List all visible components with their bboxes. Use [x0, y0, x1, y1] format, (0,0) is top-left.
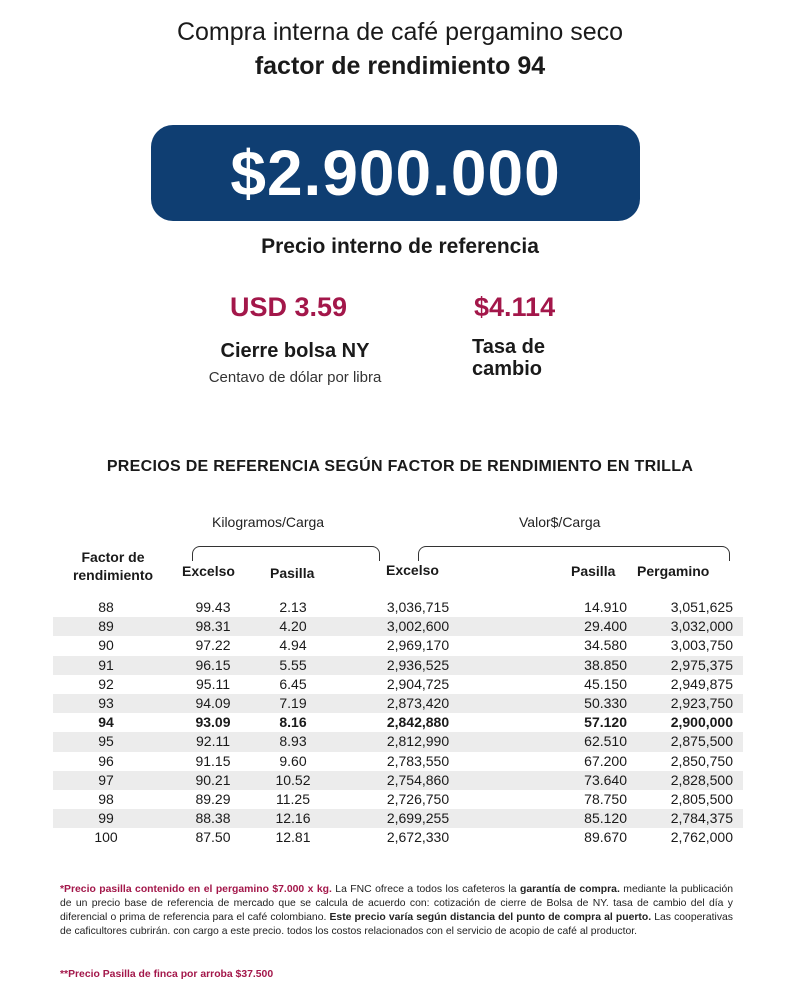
cell-factor: 91: [98, 656, 114, 673]
footnote-guarantee: garantía de compra.: [519, 884, 620, 895]
cell-pergamino-value: 2,762,000: [670, 829, 733, 846]
cell-pasilla-kg: 11.25: [276, 791, 310, 807]
table-row: [53, 656, 743, 675]
cell-pasilla-value: 14.910: [584, 599, 627, 615]
table-row: [53, 675, 743, 694]
group-label-kg: Kilogramos/Carga: [212, 514, 325, 530]
footnote-farm-pasilla: **Precio Pasilla de finca por arroba $37.500: [60, 969, 274, 980]
cell-pasilla-kg: 8.16: [279, 714, 307, 731]
group-label-value: Valor$/Carga: [519, 514, 601, 530]
cell-factor: 90: [98, 637, 114, 654]
cell-excelso-kg: 91.15: [195, 752, 231, 769]
cell-pasilla-value: 45.150: [584, 675, 627, 692]
cell-excelso-kg: 99.43: [195, 599, 231, 615]
cell-factor: 94: [98, 714, 114, 731]
cell-pasilla-value: 67.200: [584, 752, 627, 769]
ny-close-value: USD 3.59: [230, 292, 348, 322]
table-row: [53, 713, 743, 732]
header-pasilla-kg: Pasilla: [270, 565, 315, 581]
cell-excelso-kg: 95.11: [196, 675, 230, 692]
header-pasilla-value: Pasilla: [571, 563, 616, 579]
exchange-rate-value: $4.114: [474, 292, 556, 322]
table-row: [53, 694, 743, 713]
table-row: [53, 771, 743, 790]
cell-factor: 99: [98, 810, 114, 827]
cell-excelso-value: 2,842,880: [386, 714, 450, 731]
cell-excelso-value: 3,002,600: [386, 618, 450, 635]
cell-pergamino-value: 2,805,500: [670, 791, 733, 807]
page-subtitle: factor de rendimiento 94: [254, 52, 546, 80]
cell-pergamino-value: 3,003,750: [670, 637, 733, 654]
cell-pasilla-kg: 12.81: [275, 829, 311, 846]
cell-pasilla-value: 89.670: [584, 829, 627, 846]
cell-excelso-kg: 96.15: [195, 656, 231, 673]
cell-pasilla-kg: 10.52: [275, 771, 311, 788]
cell-pergamino-value: 3,032,000: [670, 618, 733, 635]
footnote-pasilla-price: *Precio pasilla contenido en el pergamino $7.000 x kg.: [60, 884, 332, 895]
cell-excelso-kg: 87.50: [195, 829, 231, 846]
cell-pergamino-value: 2,828,500: [670, 771, 733, 788]
table-title: PRECIOS DE REFERENCIA SEGÚN FACTOR DE RENDIMIENTO EN TRILLA: [106, 458, 694, 475]
header-excelso-value: Excelso: [386, 562, 439, 578]
table-row: [53, 732, 743, 751]
table-row: [53, 752, 743, 771]
cell-pasilla-value: 78.750: [584, 791, 627, 807]
header-pergamino-value: Pergamino: [637, 563, 710, 579]
cell-excelso-kg: 97.22: [195, 637, 231, 654]
cell-factor: 96: [98, 752, 114, 769]
table-row: [53, 598, 743, 617]
page-title: Compra interna de café pergamino seco: [176, 18, 624, 46]
header-excelso-kg: Excelso: [182, 563, 235, 579]
price-box: [151, 125, 640, 221]
table-row: [53, 828, 743, 847]
cell-pasilla-kg: 8.93: [279, 733, 307, 750]
cell-excelso-kg: 88.38: [195, 810, 231, 827]
cell-pasilla-kg: 5.55: [279, 656, 307, 673]
cell-pergamino-value: 2,975,375: [670, 656, 733, 673]
cell-factor: 98: [98, 791, 114, 807]
cell-pergamino-value: 2,784,375: [670, 810, 733, 827]
cell-excelso-value: 2,726,750: [386, 791, 450, 807]
cell-excelso-kg: 98.31: [195, 618, 231, 635]
table-row: [53, 790, 743, 809]
cell-pasilla-value: 57.120: [584, 714, 627, 731]
cell-excelso-kg: 89.29: [195, 791, 231, 807]
cell-excelso-value: 2,873,420: [386, 695, 450, 711]
footnote-text: mediante la publicación de un precio base de referencia de mercado que se calcula de acuerdo con: cotización de cierre de Bolsa de NY. tasa de cambio del día y diferencial o prima de referencia para el café colombiano.: [60, 884, 734, 923]
cell-pergamino-value: 2,949,875: [670, 675, 733, 692]
table-row: [53, 809, 743, 828]
cell-factor: 93: [98, 695, 114, 711]
cell-excelso-kg: 92.11: [196, 733, 230, 750]
cell-pergamino-value: 2,923,750: [670, 695, 733, 711]
header-factor: Factor de rendimiento: [72, 549, 154, 583]
cell-pergamino-value: 3,051,625: [670, 599, 733, 615]
cell-factor: 88: [98, 599, 114, 615]
table-row: [53, 636, 743, 655]
cell-pasilla-kg: 7.19: [279, 695, 307, 711]
cell-factor: 89: [98, 618, 114, 635]
cell-pasilla-kg: 4.94: [279, 637, 307, 654]
cell-pasilla-kg: 6.45: [279, 675, 307, 692]
cell-factor: 100: [94, 829, 118, 846]
cell-pasilla-value: 50.330: [584, 695, 627, 711]
cell-pasilla-value: 73.640: [584, 771, 627, 788]
cell-factor: 97: [98, 771, 114, 788]
cell-factor: 95: [98, 733, 114, 750]
cell-excelso-value: 2,904,725: [386, 675, 450, 692]
cell-excelso-kg: 90.21: [195, 771, 231, 788]
cell-pergamino-value: 2,900,000: [670, 714, 733, 731]
table-row: [53, 617, 743, 636]
cell-excelso-value: 2,969,170: [386, 637, 450, 654]
footnote-distance: Este precio varía según distancia del punto de compra al puerto.: [329, 912, 652, 923]
brace-kg: [192, 546, 380, 561]
cell-pasilla-kg: 2.13: [279, 599, 307, 615]
cell-excelso-value: 2,812,990: [386, 733, 450, 750]
cell-excelso-value: 2,672,330: [386, 829, 450, 846]
cell-pasilla-kg: 4.20: [279, 618, 307, 635]
cell-pergamino-value: 2,850,750: [670, 752, 733, 769]
cell-excelso-value: 2,754,860: [386, 771, 450, 788]
cell-excelso-kg: 94.09: [195, 695, 231, 711]
brace-value: [418, 546, 730, 561]
footnote-main: [60, 883, 733, 939]
cell-pergamino-value: 2,875,500: [670, 733, 733, 750]
cell-pasilla-value: 34.580: [584, 637, 627, 654]
cell-pasilla-value: 38.850: [584, 656, 627, 673]
footnote-text: La FNC ofrece a todos los cafeteros la: [331, 884, 520, 895]
ny-close-label: Cierre bolsa NY: [220, 340, 370, 362]
cell-pasilla-kg: 9.60: [279, 752, 307, 769]
reference-price-value: $2.900.000: [230, 137, 561, 209]
cell-pasilla-value: 62.510: [584, 733, 627, 750]
cell-excelso-kg: 93.09: [195, 714, 231, 731]
cell-pasilla-value: 85.120: [584, 810, 627, 827]
cell-factor: 92: [98, 675, 114, 692]
cell-excelso-value: 2,936,525: [386, 656, 450, 673]
cell-pasilla-value: 29.400: [584, 618, 627, 635]
reference-price-label: Precio interno de referencia: [261, 235, 539, 258]
cell-excelso-value: 3,036,715: [386, 599, 450, 615]
ny-close-unit: Centavo de dólar por libra: [208, 369, 382, 386]
cell-pasilla-kg: 12.16: [275, 810, 311, 827]
footnote-text: Las cooperativas de caficultores cubrirán. con cargo a este precio. todos los costos relacionados con el servicio de acopio de café al productor.: [60, 912, 733, 937]
exchange-rate-label: Tasa de cambio: [472, 336, 545, 380]
cell-excelso-value: 2,699,255: [386, 810, 450, 827]
cell-excelso-value: 2,783,550: [386, 752, 450, 769]
